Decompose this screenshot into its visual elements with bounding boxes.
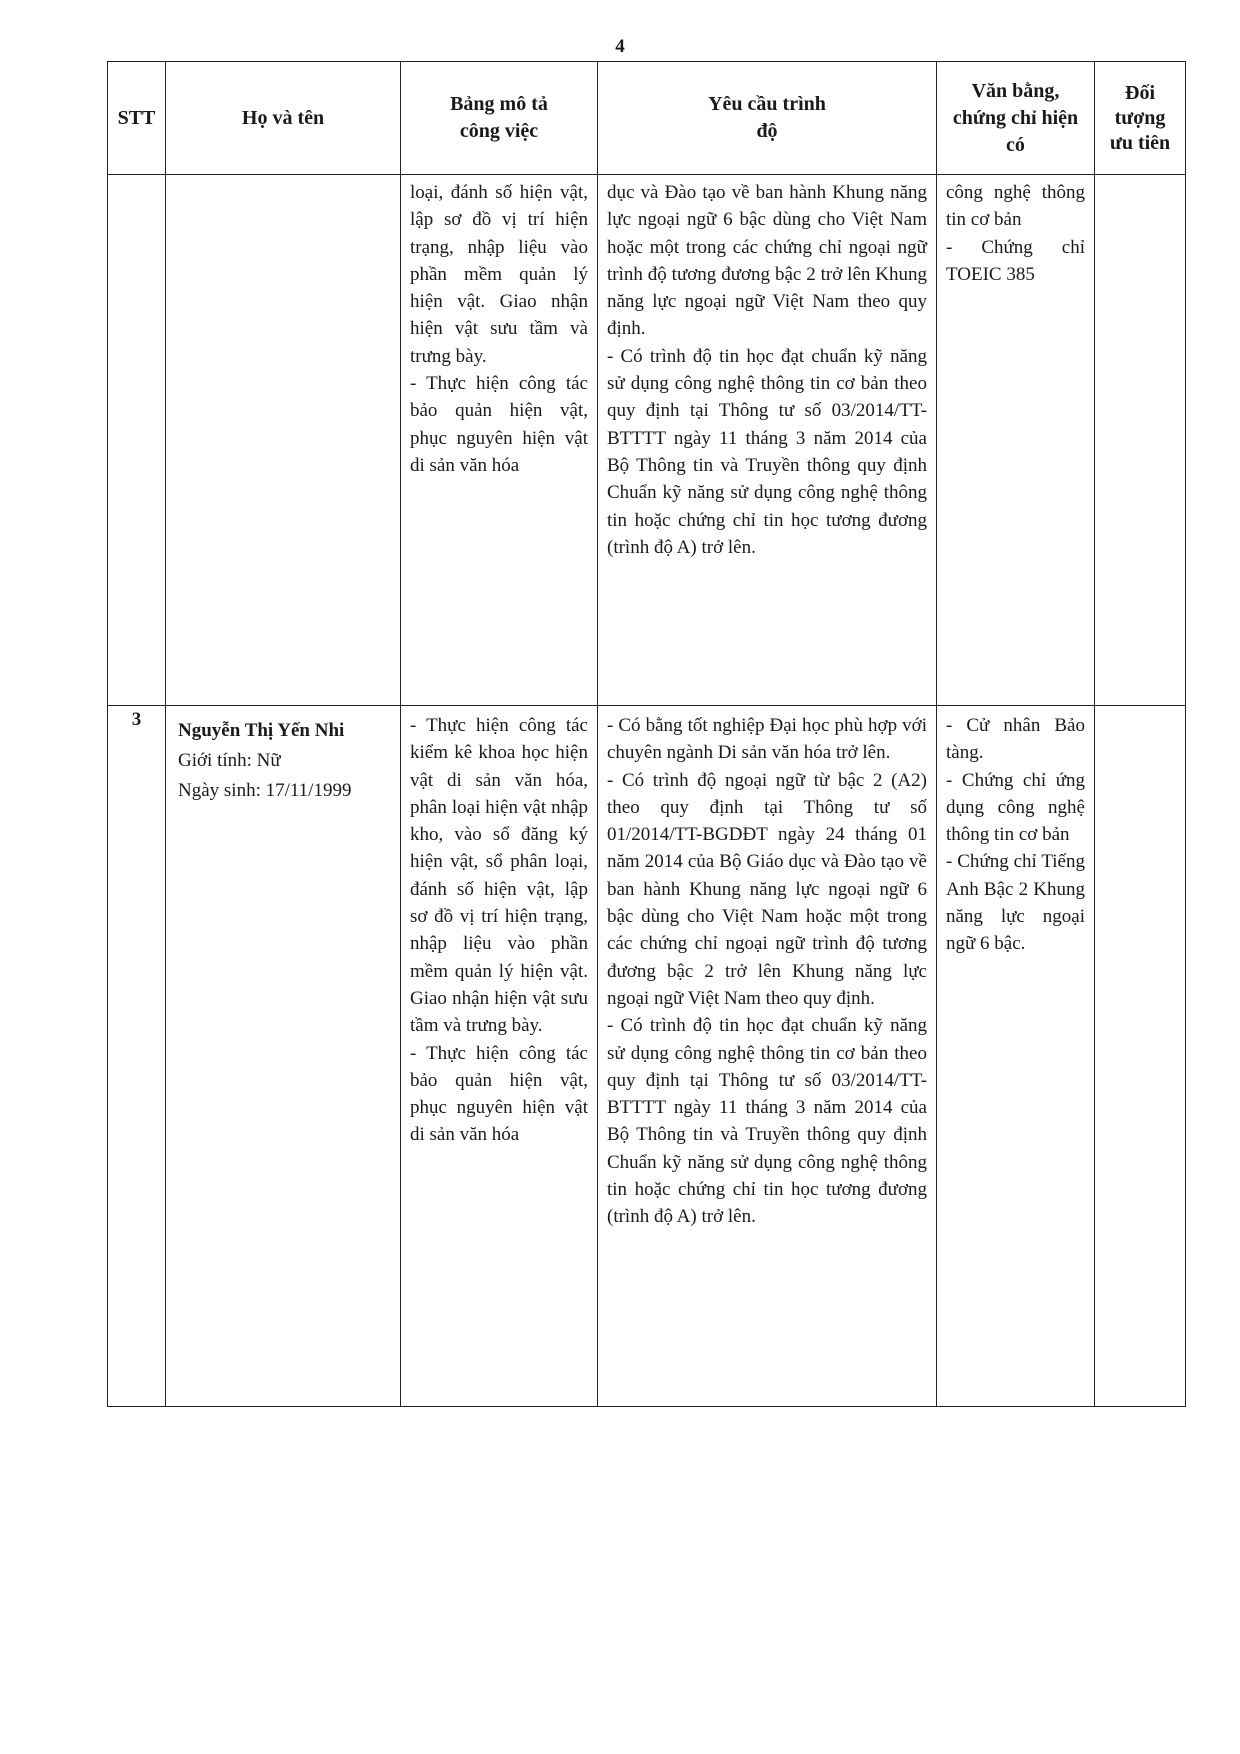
certificate-item: - Chứng chỉ Tiếng Anh Bậc 2 Khung năng lực ngoại ngữ 6 bậc.	[946, 851, 1085, 955]
table-header-row	[108, 62, 1186, 175]
row-certificates	[937, 706, 1095, 1407]
requirement-paragraph: - Có trình độ ngoại ngữ từ bậc 2 (A2) theo quy định tại Thông tư số 01/2014/TT-BGDĐT ngày 24 tháng 01 năm 2014 của Bộ Giáo dục và Đào tạo về ban hành Khung năng lực ngoại ngữ 6 bậc dùng cho Việt Nam hoặc một trong các chứng chỉ ngoại ngữ trình độ tương đương bậc 2 trở lên Khung năng lực ngoại ngữ Việt Nam theo quy định.	[607, 769, 927, 1009]
row-name-cell	[166, 175, 401, 706]
row-job-desc	[401, 175, 598, 706]
requirement-paragraph: dục và Đào tạo về ban hành Khung năng lực ngoại ngữ 6 bậc dùng cho Việt Nam hoặc một trong các chứng chỉ ngoại ngữ trình độ tương đương bậc 2 trở lên Khung năng lực ngoại ngữ Việt Nam theo quy định.	[607, 182, 927, 340]
person-dob: Ngày sinh: 17/11/1999	[178, 780, 352, 801]
header-priority-label: Đối tượng ưu tiên	[1109, 81, 1171, 154]
header-job-desc	[401, 62, 598, 175]
job-desc-paragraph: - Thực hiện công tác bảo quản hiện vật, phục nguyên hiện vật di sản văn hóa	[410, 1042, 588, 1146]
row-priority	[1095, 706, 1186, 1407]
header-certificates	[937, 62, 1095, 175]
header-requirement	[598, 62, 937, 175]
certificate-item: - Cử nhân Bảo tàng.	[946, 715, 1085, 764]
requirement-paragraph: - Có trình độ tin học đạt chuẩn kỹ năng sử dụng công nghệ thông tin cơ bản theo quy định tại Thông tư số 03/2014/TT-BTTTT ngày 11 tháng 3 năm 2014 của Bộ Thông tin và Truyền thông quy định Chuẩn kỹ năng sử dụng công nghệ thông tin hoặc chứng chỉ tin học tương đương (trình độ A) trở lên.	[607, 1015, 927, 1228]
requirement-paragraph: - Có trình độ tin học đạt chuẩn kỹ năng sử dụng công nghệ thông tin cơ bản theo quy định tại Thông tư số 03/2014/TT-BTTTT ngày 11 tháng 3 năm 2014 của Bộ Thông tin và Truyền thông quy định Chuẩn kỹ năng sử dụng công nghệ thông tin hoặc chứng chỉ tin học tương đương (trình độ A) trở lên.	[607, 345, 927, 558]
candidate-table	[107, 61, 1186, 1407]
table-row	[108, 175, 1186, 706]
header-stt: STT	[108, 62, 166, 175]
row-name-cell	[166, 706, 401, 1407]
job-desc-paragraph: - Thực hiện công tác kiểm kê khoa học hiện vật di sản văn hóa, phân loại hiện vật nhập kho, vào sổ đăng ký hiện vật, sổ phân loại, đánh số hiện vật, lập sơ đồ vị trí hiện trạng, nhập liệu vào phần mềm quản lý hiện vật. Giao nhận hiện vật sưu tầm và trưng bày.	[410, 715, 588, 1037]
job-desc-paragraph: loại, đánh số hiện vật, lập sơ đồ vị trí hiện trạng, nhập liệu vào phần mềm quản lý hiện vật. Giao nhận hiện vật sưu tầm và trưng bày.	[410, 182, 588, 367]
row-requirement	[598, 175, 937, 706]
certificate-item: - Chứng chỉ TOEIC 385	[946, 236, 1085, 285]
row-job-desc	[401, 706, 598, 1407]
header-name: Họ và tên	[166, 62, 401, 175]
page-number: 4	[615, 36, 625, 57]
row-stt: 3	[108, 706, 166, 1407]
requirement-paragraph: - Có bằng tốt nghiệp Đại học phù hợp với chuyên ngành Di sản văn hóa trở lên.	[607, 715, 927, 764]
header-requirement-label: Yêu cầu trình độ	[708, 93, 826, 142]
person-name: Nguyễn Thị Yến Nhi	[178, 720, 345, 741]
certificate-item: công nghệ thông tin cơ bản	[946, 182, 1085, 231]
header-certificates-label: Văn bằng, chứng chỉ hiện có	[952, 79, 1079, 156]
row-certificates	[937, 175, 1095, 706]
certificate-item: - Chứng chỉ ứng dụng công nghệ thông tin cơ bản	[946, 769, 1085, 846]
person-gender: Giới tính: Nữ	[178, 750, 281, 771]
row-stt	[108, 175, 166, 706]
header-job-desc-label: Bảng mô tả công việc	[450, 93, 548, 142]
row-priority	[1095, 175, 1186, 706]
job-desc-paragraph: - Thực hiện công tác bảo quản hiện vật, phục nguyên hiện vật di sản văn hóa	[410, 373, 588, 476]
table-row	[108, 706, 1186, 1407]
row-requirement	[598, 706, 937, 1407]
header-priority	[1095, 62, 1186, 175]
